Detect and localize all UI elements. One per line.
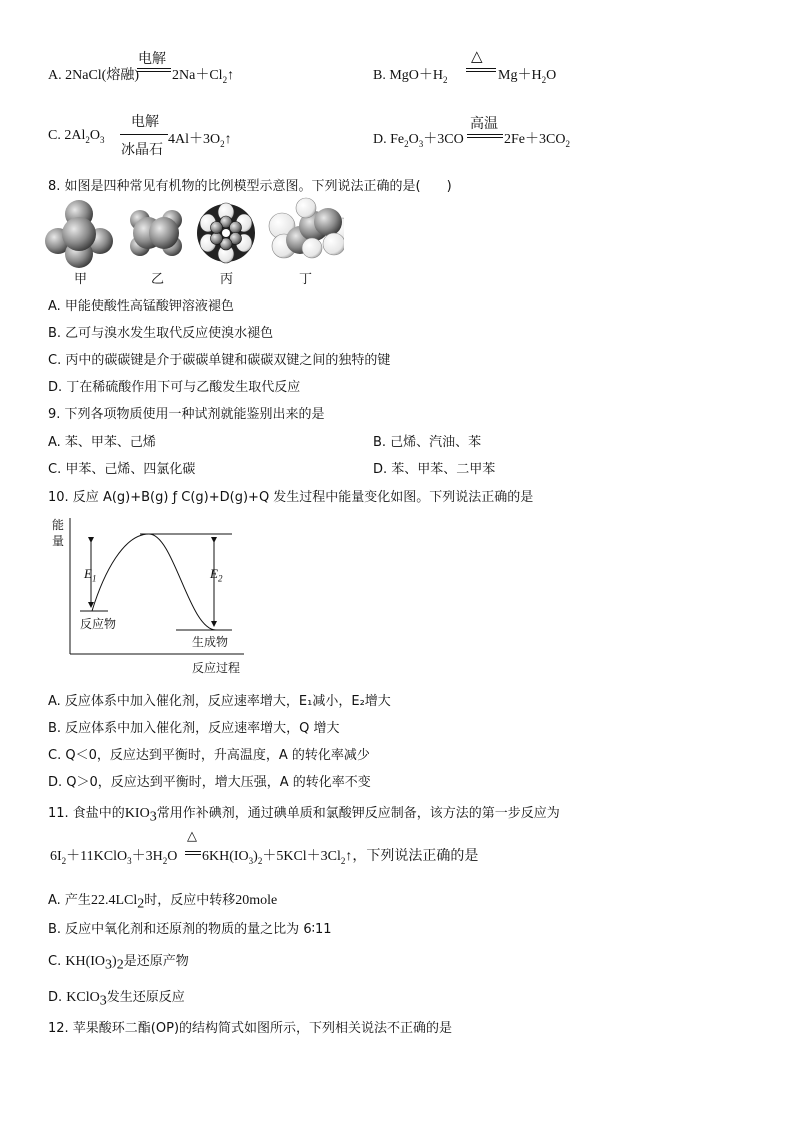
subscript: 2 — [257, 855, 263, 866]
ethanol-model — [269, 198, 344, 258]
subscript: 2 — [116, 957, 124, 973]
q11-option-d — [48, 986, 185, 1010]
subscript: 2 — [565, 138, 570, 149]
q8-stem: 8. 如图是四种常见有机物的比例模型示意图。下列说法正确的是( ) — [48, 179, 452, 194]
e2-symbol: E — [210, 566, 218, 581]
subscript: 3 — [248, 855, 254, 866]
q7-option-a — [48, 64, 139, 84]
q12-stem: 12. 苹果酸环二酯(OP)的结构简式如图所示，下列相关说法不正确的是 — [48, 1021, 453, 1036]
q8-option-b: B. 乙可与溴水发生取代反应使溴水褪色 — [48, 326, 274, 341]
q11-option-b: B. 反应中氧化剂和还原剂的物质的量之比为 6∶11 — [48, 922, 332, 937]
chem-formula: KH(IO — [65, 954, 106, 969]
subscript: 3 — [149, 809, 157, 825]
q7-option-d — [373, 128, 464, 149]
q11-equation-lhs — [50, 845, 177, 866]
ethylene-model — [130, 210, 182, 256]
benzene-model — [197, 203, 255, 263]
reactant-label: 反应物 — [80, 617, 117, 631]
model-label-yi: 乙 — [151, 272, 165, 287]
chem-formula: ) — [112, 954, 117, 969]
q7c-condition-top: 电解 — [131, 114, 159, 130]
subscript: 1 — [91, 573, 97, 584]
gas-arrow: ↑ — [345, 849, 353, 864]
energy-diagram — [44, 512, 254, 677]
equation-rhs: 2Fe＋3CO — [504, 132, 566, 147]
option-label: C. — [48, 954, 62, 969]
option-label: D. — [48, 990, 63, 1005]
model-label-ding: 丁 — [299, 272, 313, 287]
value: 20mole — [235, 893, 278, 908]
energy-axis-label-2: 量 — [52, 534, 65, 548]
equation-lhs: MgO＋H — [389, 68, 444, 83]
subscript: 3 — [105, 957, 113, 973]
q9-option-d: D. 苯、甲苯、二甲苯 — [373, 462, 496, 477]
q9-option-a: A. 苯、甲苯、己烯 — [48, 435, 156, 450]
eq-part: ＋5KCl＋3Cl — [262, 849, 341, 864]
subscript: 2 — [137, 896, 145, 912]
subscript: 2 — [162, 855, 168, 866]
equation-rhs: Mg＋H — [498, 68, 542, 83]
gas-arrow: ↑ — [227, 68, 235, 83]
product-label: 生成物 — [192, 635, 229, 649]
e1-symbol: E — [84, 566, 92, 581]
model-label-jia: 甲 — [74, 272, 88, 287]
subscript: 3 — [99, 993, 107, 1009]
q11-option-c — [48, 950, 189, 974]
eq-part: ) — [253, 849, 258, 864]
option-label: A. — [48, 68, 62, 83]
subscript: 3 — [418, 138, 424, 149]
subscript: 3 — [127, 855, 132, 866]
eq-part: 6I — [50, 849, 62, 864]
subscript: 2 — [541, 74, 547, 85]
q8-option-d: D. 丁在稀硫酸作用下可与乙酸发生取代反应 — [48, 380, 301, 395]
chem-formula: KIO — [124, 806, 150, 821]
subscript: 2 — [85, 134, 90, 145]
subscript: 2 — [220, 138, 225, 149]
subscript: 2 — [222, 74, 228, 85]
equation-lhs-part: O — [89, 128, 100, 143]
gas-arrow: ↑ — [224, 132, 232, 147]
stem-text: 11. 食盐中的 — [48, 806, 125, 821]
stem-text: ，下列说法正确的是 — [352, 848, 479, 864]
equation-lhs-part: O — [408, 132, 419, 147]
stem-text: 常用作补碘剂，通过碘单质和氯酸钾反应制备，该方法的第一步反应为 — [156, 806, 560, 821]
subscript: 3 — [99, 134, 105, 145]
q7a-rhs — [172, 64, 234, 85]
q8-option-c: C. 丙中的碳碳键是介于碳碳单键和碳碳双键之间的独特的键 — [48, 353, 391, 368]
q7a-condition: 电解 — [138, 51, 166, 67]
q9-stem: 9. 下列各项物质使用一种试剂就能鉴别出来的是 — [48, 407, 325, 422]
q10-option-b: B. 反应体系中加入催化剂，反应速率增大，Q 增大 — [48, 721, 340, 736]
q8-option-a: A. 甲能使酸性高锰酸钾溶液褪色 — [48, 299, 234, 314]
option-label: D. — [373, 132, 387, 147]
eq-part: 6KH — [202, 849, 230, 864]
q11-stem — [48, 802, 560, 826]
eq-part: O — [167, 849, 178, 864]
chem-formula: KClO — [66, 990, 100, 1005]
q7b-condition: △ — [471, 47, 483, 65]
subscript: 2 — [61, 855, 67, 866]
q7d-rhs — [504, 128, 570, 149]
energy-axis-label-1: 能 — [52, 518, 65, 532]
q7c-rhs — [168, 128, 232, 149]
equation-rhs: 4Al＋3O — [168, 132, 221, 147]
option-text: 是还原产物 — [123, 954, 189, 969]
option-text: A. 产生 — [48, 893, 91, 908]
q9-option-c: C. 甲苯、己烯、四氯化碳 — [48, 462, 196, 477]
option-text: 发生还原反应 — [106, 990, 185, 1005]
q7-option-b — [373, 64, 448, 85]
q7b-equals-sign — [466, 68, 496, 72]
model-label-bing: 丙 — [220, 272, 234, 287]
q7c-arrow-line — [120, 134, 168, 135]
q10-option-c: C. Q＜0，反应达到平衡时，升高温度，A 的转化率减少 — [48, 748, 370, 763]
q11-condition: △ — [187, 829, 197, 844]
subscript: 2 — [217, 573, 223, 584]
equation-lhs: 2Al — [64, 128, 86, 143]
q9-option-b: B. 己烯、汽油、苯 — [373, 435, 482, 450]
option-text: 时，反应中转移 — [144, 893, 236, 908]
x-axis-label: 反应过程 — [192, 661, 241, 675]
subscript: 2 — [404, 138, 409, 149]
q10-option-d: D. Q＞0，反应达到平衡时，增大压强，A 的转化率不变 — [48, 775, 371, 790]
q7d-condition: 高温 — [470, 116, 498, 132]
subscript: 2 — [443, 74, 448, 85]
eq-part: (IO — [229, 849, 249, 864]
q11-equals-sign — [185, 851, 201, 855]
eq-part: ＋11KClO — [66, 849, 128, 864]
q7d-equals-sign — [467, 134, 503, 138]
equation-lhs: 2NaCl(熔融) — [65, 68, 140, 83]
q7a-equals-sign — [137, 68, 171, 72]
q10-option-a: A. 反应体系中加入催化剂，反应速率增大，E₁减小，E₂增大 — [48, 694, 391, 709]
option-label: B. — [373, 68, 386, 83]
subscript: 2 — [340, 855, 346, 866]
e1-label — [84, 566, 96, 584]
equation-lhs-part: ＋3CO — [423, 132, 464, 147]
e2-label — [210, 566, 222, 584]
methane-model — [45, 200, 113, 268]
equation-tail: O — [546, 68, 557, 83]
q11-option-a — [48, 889, 277, 913]
q7b-rhs — [498, 64, 556, 85]
q7c-condition-bottom: 冰晶石 — [121, 142, 163, 158]
equation-rhs: 2Na＋Cl — [172, 68, 223, 83]
eq-part: ＋3H — [131, 849, 163, 864]
q7-option-c — [48, 128, 104, 145]
q10-stem: 10. 反应 A(g)+B(g) ƒ C(g)+D(g)+Q 发生过程中能量变化如图。下列说法正确的是 — [48, 490, 534, 505]
chem-formula: 22.4LCl — [90, 893, 138, 908]
equation-lhs: Fe — [390, 132, 405, 147]
q11-equation-rhs — [202, 845, 478, 866]
option-label: C. — [48, 128, 61, 143]
